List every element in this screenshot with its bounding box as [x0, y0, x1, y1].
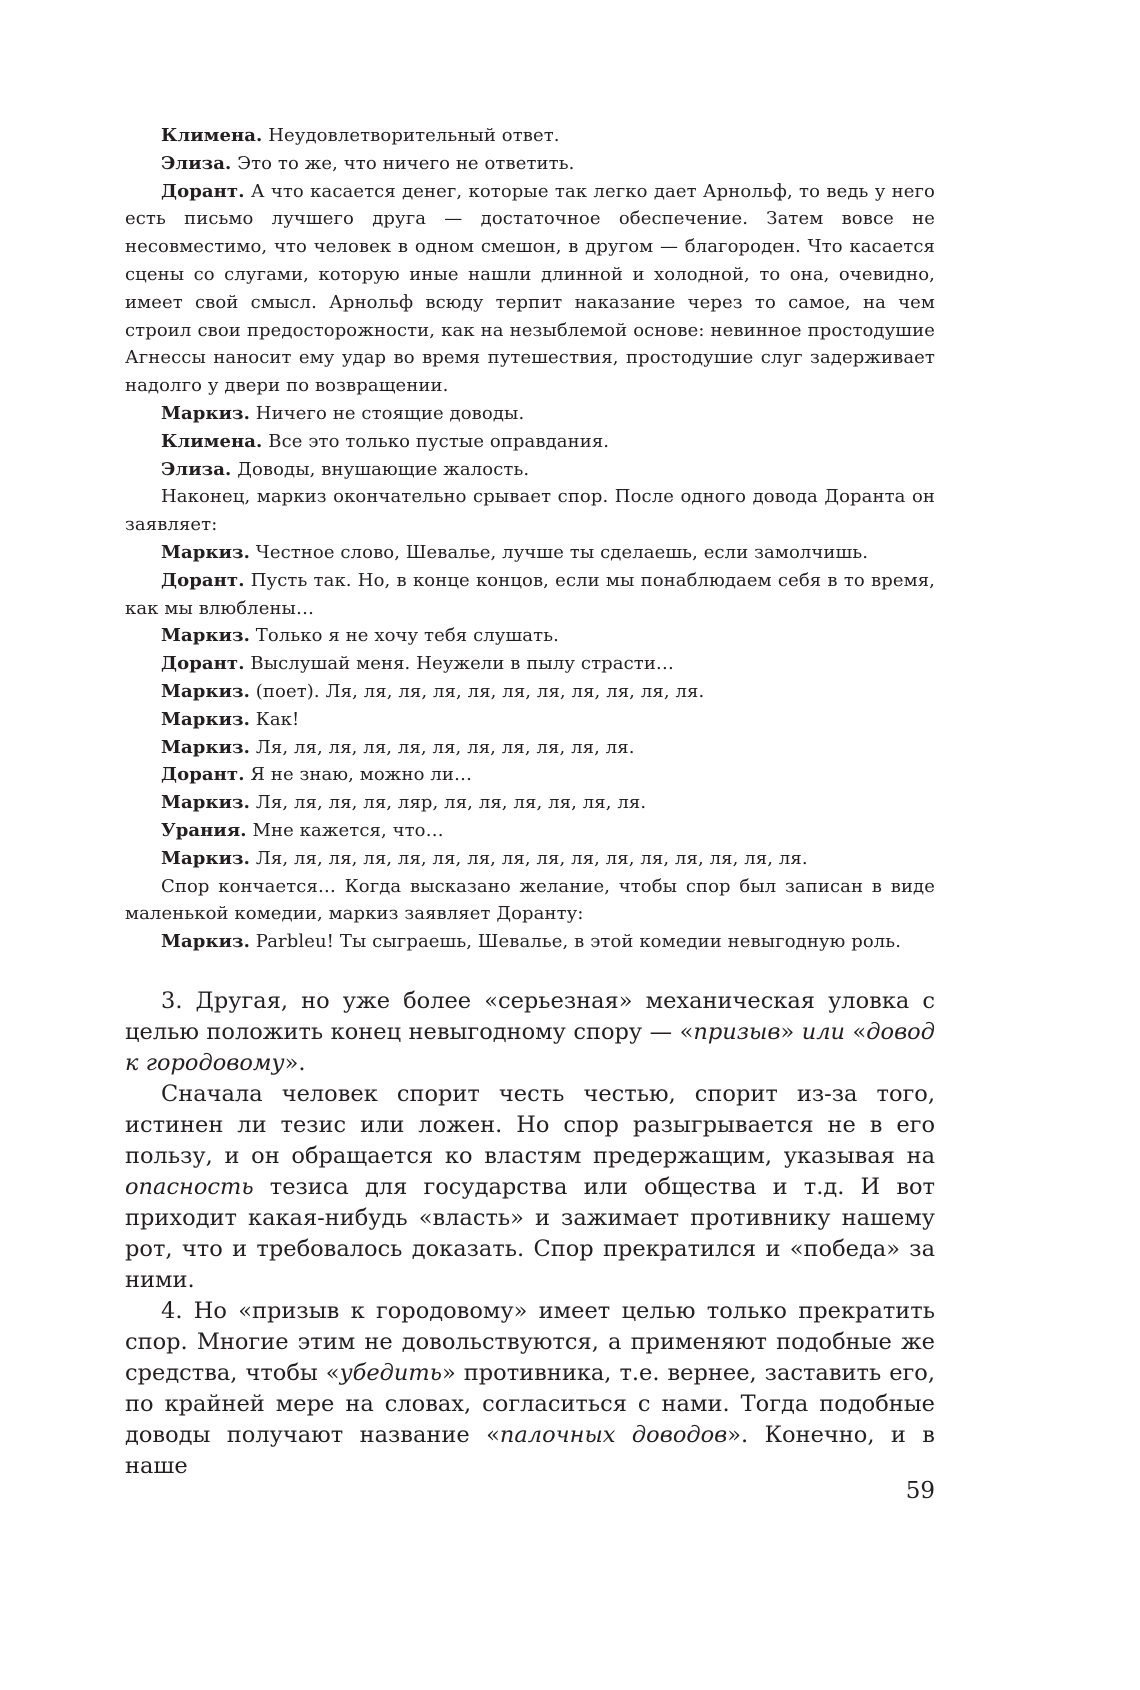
main-text: [125, 986, 935, 1482]
speaker-name: Маркиз.: [161, 402, 250, 424]
text-run: Наконец, маркиз окончательно срывает спор. После одного довода Доранта он заявляет:: [125, 486, 935, 536]
speaker-name: Климена.: [161, 430, 263, 452]
text-run: А что касается денег, которые так легко дает Арнольф, то ведь у него есть письмо лучшего друга — достаточное обеспечение. Затем вовсе не несовместимо, что человек в одном смешон, в другом — благороден. Что касается сцены со слугами, которую иные нашли длинной и холодной, то она, очевидно, имеет свой смысл. Арнольф всюду терпит наказание через то самое, на чем строил свои предосторожности, как на незыблемой основе: невинное простодушие Агнессы наносит ему удар во время путешествия, простодушие слуг задерживает надолго у двери по возвращении.: [125, 180, 935, 397]
dialogue-line: [125, 928, 935, 956]
text-run: Ля, ля, ля, ля, ля, ля, ля, ля, ля, ля, ля.: [249, 736, 635, 758]
text-run: Ля, ля, ля, ля, ля, ля, ля, ля, ля, ля, ля, ля, ля, ля, ля, ля.: [249, 847, 808, 869]
dialogue-line: [125, 622, 935, 650]
emphasis-text: призыв: [693, 1018, 781, 1045]
speaker-name: Маркиз.: [161, 847, 250, 869]
speaker-name: Дорант.: [161, 569, 245, 591]
speaker-name: Климена.: [161, 125, 263, 146]
text-run: ».: [284, 1049, 306, 1076]
emphasis-text: убедить: [339, 1359, 442, 1386]
speaker-name: Элиза.: [161, 458, 232, 480]
text-run: Сначала человек спорит честь честью, спорит из-за того, истинен ли тезис или ложен. Но спор разыгрывается не в его пользу, и он обращается ко властям предержащим, указывая на: [125, 1080, 935, 1169]
dialogue-line: [125, 873, 935, 929]
speaker-name: Элиза.: [161, 152, 232, 174]
text-run: 4. Но «призыв к городовому» имеет целью только прекратить спор. Многие этим не довольствуются, а применяют подобные же средства, чтобы «: [125, 1297, 935, 1386]
dialogue-line: [125, 845, 935, 873]
dialogue-line: [125, 483, 935, 539]
text-run: «: [845, 1018, 867, 1045]
dialogue-line: [125, 428, 935, 456]
emphasis-text: или: [801, 1018, 846, 1045]
text-run: » противника, т.е. вернее, заставить его, по крайней мере на словах, согласиться с нами. Тогда подобные доводы получают название «: [125, 1359, 936, 1448]
speaker-name: Дорант.: [161, 653, 245, 675]
dialogue-line: [125, 122, 935, 150]
paragraph: [125, 1296, 935, 1482]
dialogue-line: [125, 400, 935, 428]
text-run: Parbleu! Ты сыграешь, Шевалье, в этой комедии невыгодную роль.: [249, 931, 902, 953]
dialogue-line: [125, 706, 935, 734]
text-run: (поет). Ля, ля, ля, ля, ля, ля, ля, ля, ля, ля, ля.: [249, 680, 705, 702]
paragraph: [125, 1079, 935, 1296]
speaker-name: Маркиз.: [161, 625, 250, 647]
speaker-name: Дорант.: [161, 180, 245, 202]
speaker-name: Маркиз.: [161, 736, 250, 758]
speaker-name: Маркиз.: [161, 931, 250, 953]
speaker-name: Урания.: [161, 819, 247, 841]
dialogue-line: [125, 567, 935, 623]
speaker-name: Маркиз.: [161, 792, 250, 814]
dialogue-line: [125, 761, 935, 789]
text-run: Все это только пустые оправдания.: [262, 430, 610, 452]
text-run: »: [780, 1018, 802, 1045]
speaker-name: Маркиз.: [161, 680, 250, 702]
text-run: Я не знаю, можно ли…: [244, 764, 473, 786]
dialogue-line: [125, 150, 935, 178]
text-run: Честное слово, Шевалье, лучше ты сделаешь, если замолчишь.: [249, 541, 869, 563]
dialogue-line: [125, 817, 935, 845]
paragraph: [125, 986, 935, 1079]
text-run: Ля, ля, ля, ля, ляр, ля, ля, ля, ля, ля, ля.: [249, 792, 647, 814]
dialogue-line: [125, 178, 935, 400]
emphasis-text: довод к городовому: [125, 1018, 935, 1076]
text-run: Это то же, что ничего не ответить.: [231, 152, 575, 174]
text-run: Пусть так. Но, в конце концов, если мы понаблюдаем себя в то время, как мы влюблены…: [125, 569, 935, 619]
text-run: Только я не хочу тебя слушать.: [249, 625, 559, 647]
text-run: тезиса для государства или общества и т.д. И вот приходит какая-нибудь «власть» и зажимает противнику нашему рот, что и требовалось доказать. Спор прекратился и «победа» за ними.: [125, 1173, 935, 1293]
dialogue-line: [125, 539, 935, 567]
dialogue-line: [125, 789, 935, 817]
emphasis-text: опасность: [125, 1173, 254, 1200]
text-run: Ничего не стоящие доводы.: [249, 402, 525, 424]
dialogue-line: [125, 678, 935, 706]
emphasis-text: палочных доводов: [499, 1421, 728, 1448]
dialogue-excerpt: [125, 122, 935, 956]
dialogue-line: [125, 456, 935, 484]
text-run: Доводы, внушающие жалость.: [231, 458, 530, 480]
text-run: Спор кончается… Когда высказано желание, чтобы спор был записан в виде маленькой комедии, маркиз заявляет Доранту:: [125, 875, 935, 925]
text-run: Выслушай меня. Неужели в пылу страсти…: [244, 653, 675, 675]
dialogue-line: [125, 734, 935, 762]
book-page: [125, 122, 935, 1482]
text-run: Как!: [249, 708, 300, 730]
dialogue-line: [125, 650, 935, 678]
speaker-name: Маркиз.: [161, 708, 250, 730]
speaker-name: Дорант.: [161, 764, 245, 786]
speaker-name: Маркиз.: [161, 541, 250, 563]
text-run: Неудовлетворительный ответ.: [262, 125, 560, 146]
text-run: Мне кажется, что…: [246, 819, 444, 841]
text-run: 3. Другая, но уже более «серьезная» механическая уловка с целью положить конец невыгодному спору — «: [125, 987, 935, 1045]
page-number: 59: [905, 1478, 935, 1504]
text-run: ». Конечно, и в наше: [125, 1421, 935, 1479]
